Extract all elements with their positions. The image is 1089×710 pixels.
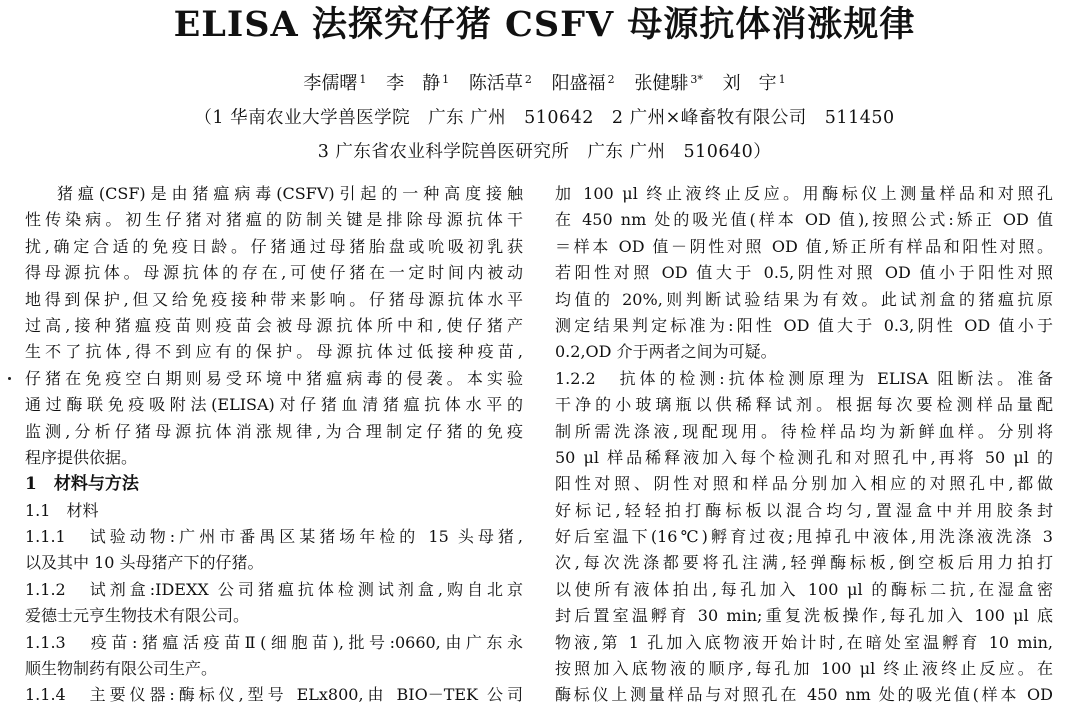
body-line: 若阳性对照 OD 值大于 0.5,阴性对照 OD 值小于阳性对照 — [555, 263, 1053, 283]
body-line: 仔猪在免疫空白期则易受环境中猪瘟病毒的侵袭。本实验 — [25, 368, 523, 388]
body-line: 1.1.4 主要仪器:酶标仪,型号 ELx800,由 BIO－TEK 公司 — [25, 685, 523, 705]
body-line: 封后置室温孵育 30 min;重复洗板操作,每孔加入 100 μl 底 — [555, 606, 1053, 626]
body-line: 顺生物制药有限公司生产。 — [25, 659, 218, 679]
body-line: 50 μl 样品稀释液加入每个检测孔和对照孔中,再将 50 μl 的 — [555, 447, 1053, 467]
author: 李儒曙 $^1$ — [303, 73, 367, 94]
body-line: 1.1.3 疫苗:猪瘟活疫苗Ⅱ(细胞苗),批号:0660,由广东永 — [25, 632, 523, 652]
body-line: 以使所有液体拍出,每孔加入 100 μl 的酶标二抗,在湿盒密 — [555, 579, 1053, 599]
body-line: 生不了抗体,得不到应有的保护。母源抗体过低接种疫苗, — [25, 342, 523, 362]
body-line: 物液,第 1 孔加入底物液开始计时,在暗处室温孵育 10 min, — [555, 632, 1053, 652]
author: 陈活草 $^2$ — [468, 73, 532, 94]
author: 阳盛福 $^2$ — [551, 73, 615, 94]
subsection-heading: 1.1 材料 — [25, 500, 99, 520]
left-column — [25, 181, 523, 709]
body-line: 次,每次洗涤都要将孔注满,轻弹酶标板,倒空板后用力拍打 — [555, 553, 1053, 573]
body-line: 性传染病。初生仔猪对猪瘟的防制关键是排除母源抗体干 — [25, 210, 523, 230]
body-line: ＝样本 OD 值－阴性对照 OD 值,矫正所有样品和阳性对照。 — [555, 236, 1053, 256]
affiliation-line: （1 华南农业大学兽医学院 广东 广州 510642 2 广州×峰畜牧有限公司 511450 — [194, 108, 895, 128]
section-heading: 1 材料与方法 — [25, 474, 139, 495]
body-line: 1.1.1 试验动物:广州市番禺区某猪场年检的 15 头母猪, — [25, 527, 523, 547]
right-column — [555, 181, 1053, 709]
body-line: 得母源抗体。母源抗体的存在,可使仔猪在一定时间内被动 — [25, 263, 523, 283]
author: 张健騑 $^{3*}$ — [634, 73, 703, 94]
body-line: 加 100 μl 终止液终止反应。用酶标仪上测量样品和对照孔 — [555, 184, 1053, 203]
body-line: 通过酶联免疫吸附法(ELISA)对仔猪血清猪瘟抗体水平的 — [25, 395, 523, 415]
body-line: 制所需洗涤液,现配现用。待检样品均为新鲜血样。分别将 — [555, 421, 1053, 441]
affiliation-line: 3 广东省农业科学院兽医研究所 广东 广州 510640） — [317, 142, 772, 162]
body-line: 好标记,轻轻拍打酶标板以混合均匀,置湿盒中并用胶条封 — [555, 500, 1053, 520]
paper-title: ELISA 法探究仔猪 CSFV 母源抗体消涨规律 — [173, 4, 916, 45]
body-line: 按照加入底物液的顺序,每孔加 100 μl 终止液终止反应。在 — [555, 659, 1053, 679]
body-line: 猪瘟(CSF)是由猪瘟病毒(CSFV)引起的一种高度接触 — [57, 184, 523, 203]
body-line: 地得到保护,但又给免疫接种带来影响。仔猪母源抗体水平 — [25, 289, 523, 309]
author: 李 静 $^1$ — [386, 73, 450, 94]
body-line: 阳性对照、阴性对照和样品分别加入相应的对照孔中,都做 — [555, 474, 1053, 494]
body-line: 在 450 nm 处的吸光值(样本 OD 值),按照公式:矫正 OD 值 — [555, 210, 1053, 230]
body-line: 酶标仪上测量样品与对照孔在 450 nm 处的吸光值(样本 OD — [555, 685, 1053, 705]
body-line: 1.2.2 抗体的检测:抗体检测原理为 ELISA 阻断法。准备 — [555, 368, 1053, 388]
body-line: 以及其中 10 头母猪产下的仔猪。 — [25, 553, 264, 573]
body-line: 程序提供依据。 — [25, 447, 138, 467]
margin-dot — [8, 377, 11, 380]
body-line: 扰,确定合适的免疫日龄。仔猪通过母猪胎盘或吮吸初乳获 — [25, 236, 523, 256]
body-line: 均值的 20%,则判断试验结果为有效。此试剂盒的猪瘟抗原 — [555, 289, 1053, 309]
body-line: 0.2,OD 介于两者之间为可疑。 — [555, 342, 777, 362]
body-line: 测定结果判定标准为:阳性 OD 值大于 0.3,阴性 OD 值小于 — [555, 315, 1053, 335]
body-line: 1.1.2 试剂盒:IDEXX 公司猪瘟抗体检测试剂盒,购自北京 — [25, 579, 523, 599]
body-line: 监测,分析仔猪母源抗体消涨规律,为合理制定仔猪的免疫 — [25, 421, 523, 441]
body-line: 干净的小玻璃瓶以供稀释试剂。根据每次要检测样品量配 — [555, 395, 1053, 415]
author: 刘 宇 $^1$ — [722, 73, 786, 94]
author-list — [0, 66, 1089, 98]
body-line: 爱德士元亨生物技术有限公司。 — [25, 606, 250, 626]
body-line: 过高,接种猪瘟疫苗则疫苗会被母源抗体所中和,使仔猪产 — [25, 315, 523, 335]
body-line: 好后室温下(16℃)孵育过夜;甩掉孔中液体,用洗涤液洗涤 3 — [555, 527, 1053, 547]
